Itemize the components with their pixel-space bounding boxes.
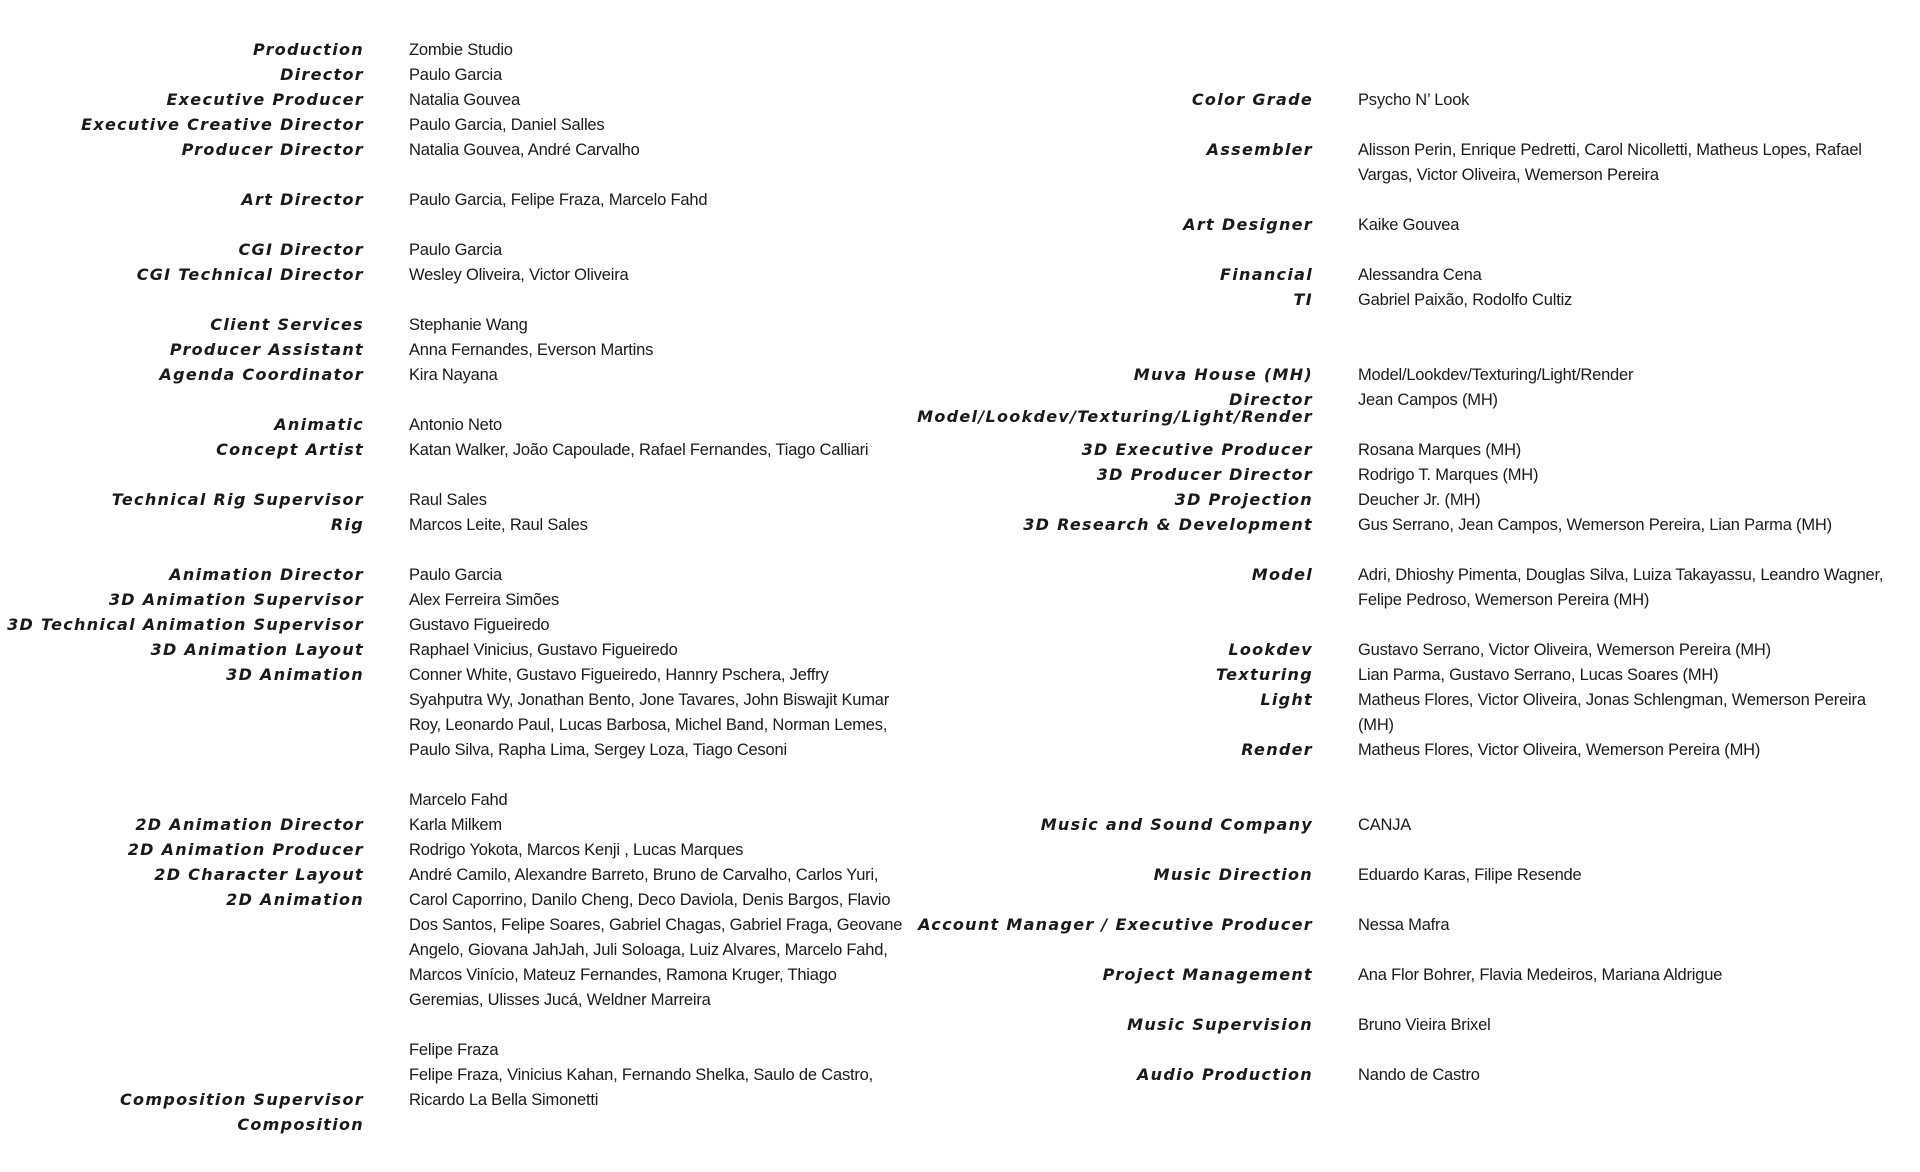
credit-names: Deucher Jr. (MH) — [1358, 490, 1481, 509]
credit-names: Natalia Gouvea — [409, 90, 520, 109]
credit-names: Paulo Silva, Rapha Lima, Sergey Loza, Tiago Cesoni — [409, 740, 787, 759]
credit-names: Roy, Leonardo Paul, Lucas Barbosa, Michel Band, Norman Lemes, — [409, 715, 888, 734]
credit-role: Model — [1251, 565, 1313, 584]
credit-names: Paulo Garcia, Felipe Fraza, Marcelo Fahd — [409, 190, 708, 209]
credit-role: 2D Animation — [226, 890, 364, 909]
credit-names: Geremias, Ulisses Jucá, Weldner Marreira — [409, 990, 711, 1009]
credit-role: 2D Animation Director — [135, 815, 364, 834]
credit-role: Producer Assistant — [169, 340, 364, 359]
credit-role: 2D Animation Producer — [127, 840, 364, 859]
credit-role: 2D Character Layout — [154, 865, 364, 884]
credit-names: Ana Flor Bohrer, Flavia Medeiros, Mariana Aldrigue — [1358, 965, 1723, 984]
credit-names: Marcelo Fahd — [409, 790, 508, 809]
credit-names: Carol Caporrino, Danilo Cheng, Deco Daviola, Denis Bargos, Flavio — [409, 890, 891, 909]
credit-role: 3D Animation Supervisor — [108, 590, 364, 609]
credit-role: Assembler — [1206, 140, 1313, 159]
credit-role: CGI Technical Director — [136, 265, 364, 284]
credit-role: 3D Research & Development — [1023, 515, 1313, 534]
credit-names: Conner White, Gustavo Figueiredo, Hannry Pschera, Jeffry — [409, 665, 829, 684]
credit-role: 3D Technical Animation Supervisor — [7, 615, 364, 634]
credit-names: Felipe Fraza — [409, 1040, 499, 1059]
credit-names: Gustavo Serrano, Victor Oliveira, Wemerson Pereira (MH) — [1358, 640, 1771, 659]
credit-role: Director — [1229, 390, 1313, 409]
credit-names: Paulo Garcia — [409, 565, 502, 584]
credit-role: CGI Director — [238, 240, 364, 259]
credit-role: Light — [1260, 690, 1313, 709]
credit-names: Nessa Mafra — [1358, 915, 1450, 934]
credit-role: Director — [280, 65, 364, 84]
credit-role: Financial — [1220, 265, 1313, 284]
credit-role: Render — [1241, 740, 1313, 759]
credit-names: CANJA — [1358, 815, 1412, 834]
credit-names: Model/Lookdev/Texturing/Light/Render — [1358, 365, 1634, 384]
credit-names: Felipe Fraza, Vinicius Kahan, Fernando Shelka, Saulo de Castro, — [409, 1065, 874, 1084]
credit-names: Adri, Dhioshy Pimenta, Douglas Silva, Luiza Takayassu, Leandro Wagner, — [1358, 565, 1884, 584]
credit-role: 3D Producer Director — [1096, 465, 1313, 484]
credit-role: Production — [253, 40, 364, 59]
credit-names: Jean Campos (MH) — [1358, 390, 1498, 409]
credit-names: Kaike Gouvea — [1358, 215, 1460, 234]
credit-names: Alessandra Cena — [1358, 265, 1482, 284]
credit-role: Agenda Coordinator — [159, 365, 364, 384]
credit-role: 3D Projection — [1174, 490, 1313, 509]
credit-names: Paulo Garcia — [409, 240, 502, 259]
credit-names: Antonio Neto — [409, 415, 502, 434]
credit-names: Vargas, Victor Oliveira, Wemerson Pereira — [1358, 165, 1659, 184]
credit-role: Model/Lookdev/Texturing/Light/Render — [917, 407, 1313, 426]
credit-names: Gustavo Figueiredo — [409, 615, 550, 634]
credit-role: Music Supervision — [1127, 1015, 1313, 1034]
credit-names: Alisson Perin, Enrique Pedretti, Carol Nicolletti, Matheus Lopes, Rafael — [1358, 140, 1862, 159]
credit-names: Psycho N’ Look — [1358, 90, 1470, 109]
credit-role: Music Direction — [1153, 865, 1313, 884]
credit-role: Composition Supervisor — [120, 1090, 364, 1109]
credit-names: Felipe Pedroso, Wemerson Pereira (MH) — [1358, 590, 1650, 609]
credit-role: Art Designer — [1183, 215, 1313, 234]
credit-role: Color Grade — [1191, 90, 1313, 109]
credit-role: Art Director — [241, 190, 364, 209]
credit-names: Matheus Flores, Victor Oliveira, Jonas Schlengman, Wemerson Pereira — [1358, 690, 1866, 709]
credit-names: Ricardo La Bella Simonetti — [409, 1090, 599, 1109]
credit-role: Producer Director — [181, 140, 364, 159]
credit-role: Executive Producer — [166, 90, 364, 109]
credit-names: André Camilo, Alexandre Barreto, Bruno de Carvalho, Carlos Yuri, — [409, 865, 879, 884]
credit-names: Eduardo Karas, Filipe Resende — [1358, 865, 1582, 884]
credit-names: Bruno Vieira Brixel — [1358, 1015, 1491, 1034]
credit-names: Paulo Garcia, Daniel Salles — [409, 115, 605, 134]
credit-role: Animation Director — [169, 565, 364, 584]
credit-names: Paulo Garcia — [409, 65, 502, 84]
credit-names: Matheus Flores, Victor Oliveira, Wemerson Pereira (MH) — [1358, 740, 1761, 759]
credit-names: Nando de Castro — [1358, 1065, 1480, 1084]
credit-role: Technical Rig Supervisor — [111, 490, 364, 509]
credit-names: Karla Milkem — [409, 815, 502, 834]
credit-names: Kira Nayana — [409, 365, 498, 384]
credit-role: Texturing — [1216, 665, 1313, 684]
credit-role: Account Manager / Executive Producer — [918, 915, 1313, 934]
credit-role: Audio Production — [1136, 1065, 1313, 1084]
credit-names: Angelo, Giovana JahJah, Juli Soloaga, Luiz Alvares, Marcelo Fahd, — [409, 940, 888, 959]
credit-role: Project Management — [1102, 965, 1313, 984]
credit-role: Executive Creative Director — [81, 115, 364, 134]
credit-names: Natalia Gouvea, André Carvalho — [409, 140, 640, 159]
credit-names: Anna Fernandes, Everson Martins — [409, 340, 654, 359]
credit-names: Gabriel Paixão, Rodolfo Cultiz — [1358, 290, 1573, 309]
credit-names: Marcos Leite, Raul Sales — [409, 515, 588, 534]
credit-names: (MH) — [1358, 715, 1394, 734]
credit-names: Marcos Vinício, Mateuz Fernandes, Ramona Kruger, Thiago — [409, 965, 837, 984]
credit-role: Music and Sound Company — [1040, 815, 1313, 834]
credit-names: Raphael Vinicius, Gustavo Figueiredo — [409, 640, 678, 659]
credit-names: Stephanie Wang — [409, 315, 528, 334]
credit-names: Zombie Studio — [409, 40, 513, 59]
credit-names: Rodrigo T. Marques (MH) — [1358, 465, 1539, 484]
credit-role: TI — [1293, 290, 1313, 309]
credit-names: Rosana Marques (MH) — [1358, 440, 1522, 459]
credit-names: Raul Sales — [409, 490, 487, 509]
credit-role: Muva House (MH) — [1133, 365, 1313, 384]
credit-names: Gus Serrano, Jean Campos, Wemerson Pereira, Lian Parma (MH) — [1358, 515, 1832, 534]
credit-role: Concept Artist — [216, 440, 364, 459]
credit-role: Lookdev — [1228, 640, 1313, 659]
credit-names: Rodrigo Yokota, Marcos Kenji , Lucas Marques — [409, 840, 744, 859]
credit-role: 3D Animation Layout — [150, 640, 364, 659]
credit-role: Rig — [330, 515, 364, 534]
credit-names: Katan Walker, João Capoulade, Rafael Fernandes, Tiago Calliari — [409, 440, 869, 459]
credit-names: Lian Parma, Gustavo Serrano, Lucas Soares (MH) — [1358, 665, 1719, 684]
credit-role: 3D Animation — [226, 665, 364, 684]
credit-names: Alex Ferreira Simões — [409, 590, 560, 609]
credit-names: Wesley Oliveira, Victor Oliveira — [409, 265, 629, 284]
credit-role: Composition — [237, 1115, 364, 1134]
credit-role: 3D Executive Producer — [1081, 440, 1313, 459]
credit-names: Dos Santos, Felipe Soares, Gabriel Chagas, Gabriel Fraga, Geovane — [409, 915, 903, 934]
credit-names: Syahputra Wy, Jonathan Bento, Jone Tavares, John Biswajit Kumar — [409, 690, 890, 709]
credit-role: Animatic — [274, 415, 364, 434]
credit-role: Client Services — [210, 315, 364, 334]
